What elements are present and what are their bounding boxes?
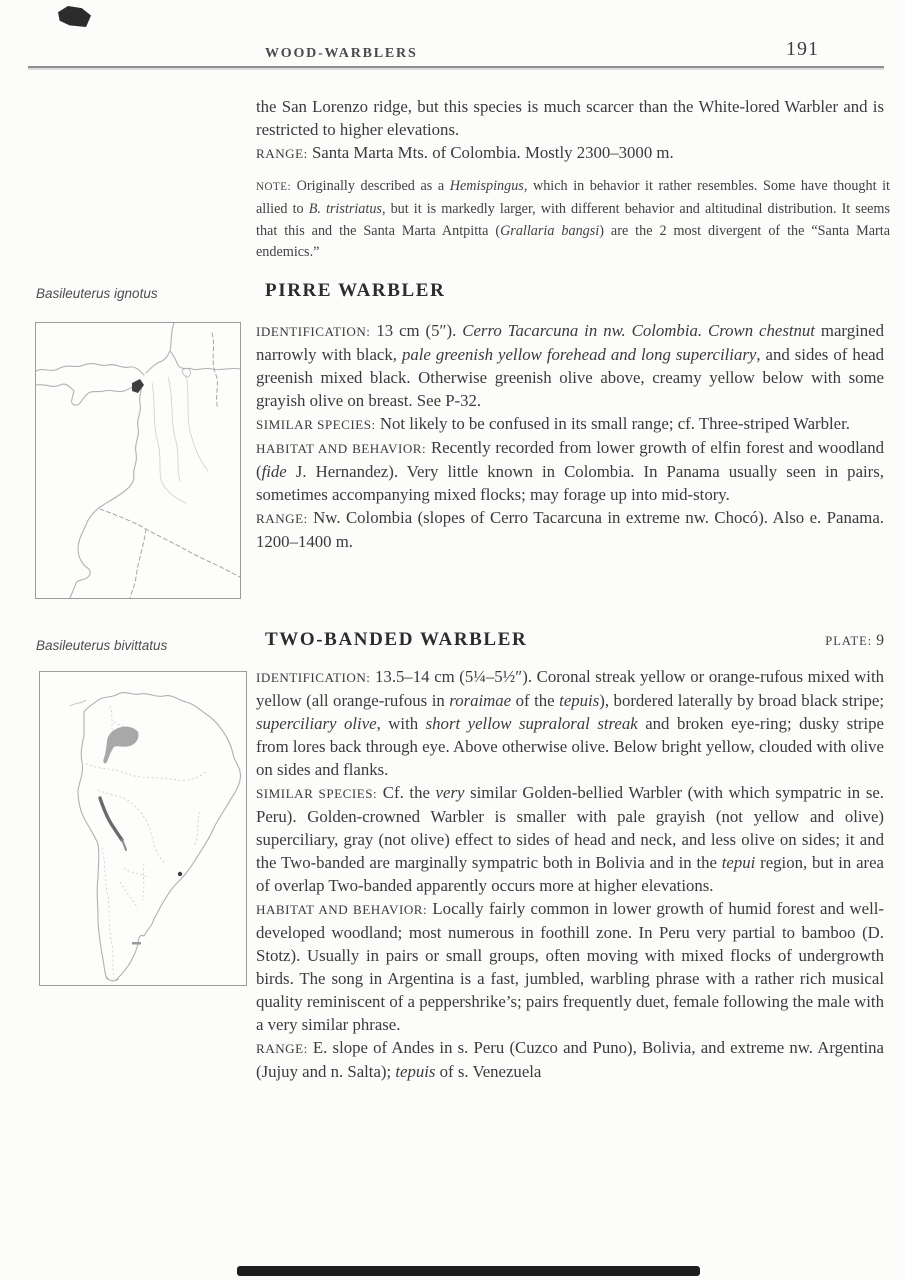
range-mark-tepuis	[103, 727, 138, 764]
body-paragraph: the San Lorenzo ridge, but this species is much scarcer than the White-lored Warbler and is restricted to higher elevations.	[256, 97, 884, 139]
range-paragraph: RANGE: E. slope of Andes in s. Peru (Cuzco and Puno), Bolivia, and extreme nw. Argentina (Jujuy and n. Salta); tepuis of s. Venezuela	[256, 1038, 884, 1081]
species-account-two-banded	[256, 665, 884, 1083]
margin-scientific-name-pirre: Basileuterus ignotus	[36, 286, 158, 301]
taxonomy-note	[256, 176, 890, 264]
identification-paragraph: IDENTIFICATION: 13.5–14 cm (5¼–5½″). Coronal streak yellow or orange-rufous mixed with yellow (all orange-rufous in roraimae of the tepuis), bordered laterally by broad black stripe; superciliary olive, with short yellow supraloral streak and broken eye-ring; dusky stripe from lores back through eye. Above otherwise olive. Below bright yellow, clouded with olive on sides and flanks.	[256, 667, 885, 779]
running-title: WOOD-WARBLERS	[265, 46, 418, 61]
scan-artifact-top-left	[58, 6, 91, 27]
species-heading-row	[265, 629, 884, 651]
range-map-pirre-warbler	[35, 322, 241, 599]
range-paragraph: RANGE: Nw. Colombia (slopes of Cerro Tacarcuna in extreme nw. Chocó). Also e. Panama. 1200–1400 m.	[256, 508, 884, 551]
margin-scientific-name-two-banded: Basileuterus bivittatus	[36, 638, 168, 653]
similar-species-paragraph: SIMILAR SPECIES: Not likely to be confused in its small range; cf. Three-striped Warbler.	[256, 414, 850, 433]
previous-account-continuation	[256, 95, 884, 165]
map-nw-south-america	[36, 323, 240, 598]
map-dot	[178, 872, 182, 876]
range-map-two-banded-warbler	[39, 671, 247, 986]
page-number: 191	[786, 38, 819, 60]
similar-species-paragraph: SIMILAR SPECIES: Cf. the very similar Golden-bellied Warbler (with which sympatric in se. Peru). Golden-crowned Warbler is smaller with pale grayish (not yellow and olive) superciliary, gray (not olive) effect to sides of head and neck, and less olive on sides; it and the Two-banded are marginally sympatric both in Bolivia and in the tepui region, but in area of overlap Two-banded apparently occurs more at higher elevations.	[256, 783, 884, 895]
plate-label: PLATE:	[825, 634, 873, 648]
species-heading-two-banded: TWO-BANDED WARBLER	[265, 629, 528, 650]
habitat-behavior-paragraph: HABITAT AND BEHAVIOR: Locally fairly common in lower growth of humid forest and well-developed woodland; most numerous in foothill zone. In Peru very partial to bamboo (D. Stotz). Usually in pairs or small groups, often moving with mixed flocks of undergrowth birds. The song in Argentina is a fast, jumbled, warbling phrase with a rather rich musical quality reminiscent of a peppershrike’s; pairs frequently duet, female following the male with a very similar phrase.	[256, 899, 884, 1034]
range-paragraph: RANGE: Santa Marta Mts. of Colombia. Mostly 2300–3000 m.	[256, 143, 674, 162]
scan-artifact-bottom-bar	[237, 1266, 700, 1276]
note-paragraph: NOTE: Originally described as a Hemispingus, which in behavior it rather resembles. Some have thought it allied to B. tristriatus, but it is markedly larger, with different behavior and altitudinal distribution. It seems that this and the Santa Marta Antpitta (Grallaria bangsi) are the 2 most divergent of the “Santa Marta endemics.”	[256, 178, 890, 261]
habitat-behavior-paragraph: HABITAT AND BEHAVIOR: Recently recorded from lower growth of elfin forest and woodland (fide J. Hernandez). Very little known in Colombia. In Panama usually seen in pairs, sometimes accompanying mixed flocks; may forage up into mid-story.	[256, 438, 884, 504]
species-account-pirre	[256, 319, 884, 553]
identification-paragraph: IDENTIFICATION: 13 cm (5″). Cerro Tacarcuna in nw. Colombia. Crown chestnut margined narrowly with black, pale greenish yellow forehead and long superciliary, and sides of head greenish mixed black. Otherwise greenish olive above, creamy yellow below with some grayish olive on breast. See P-32.	[256, 321, 885, 410]
species-heading-pirre: PIRRE WARBLER	[265, 280, 446, 301]
range-mark-andes	[100, 798, 122, 840]
range-mark-pirre	[132, 379, 144, 393]
map-south-america	[40, 672, 246, 985]
map-scale-mark	[132, 942, 141, 945]
plate-number: 9	[876, 632, 884, 649]
plate-reference	[825, 632, 884, 650]
header-rule	[28, 66, 884, 68]
